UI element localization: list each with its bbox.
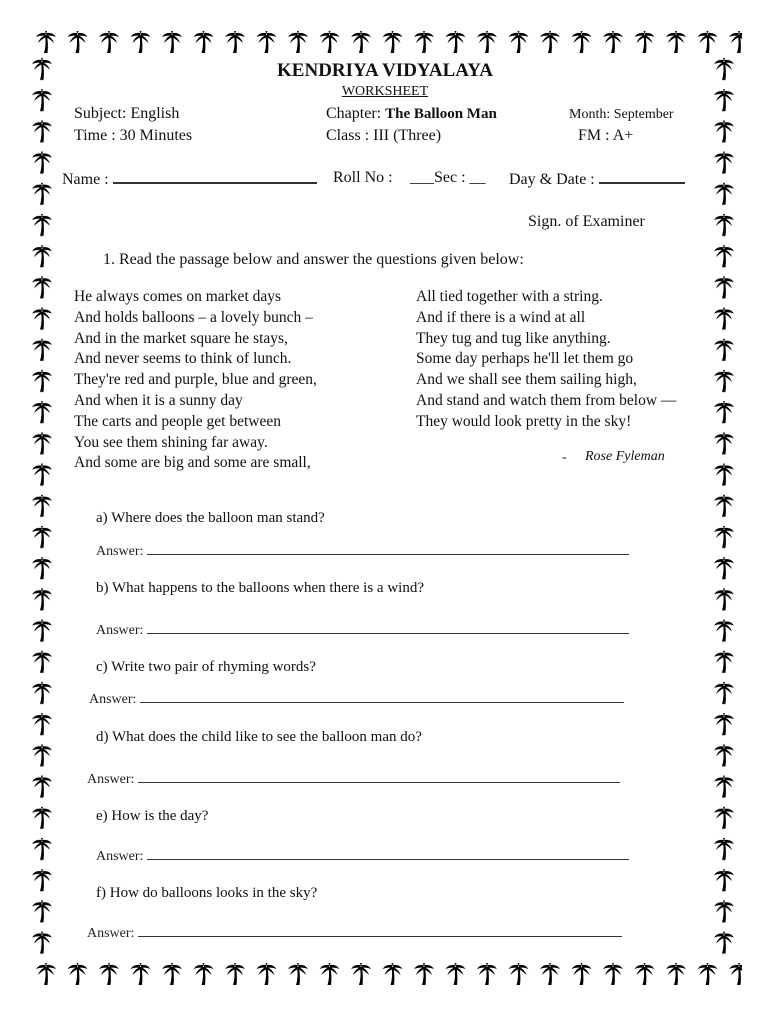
- poem-line: And in the market square he stays,: [74, 329, 288, 347]
- answer-label: Answer:: [87, 772, 135, 787]
- chapter: [326, 105, 497, 123]
- answer-f: [87, 923, 622, 942]
- answer-c: [89, 689, 624, 708]
- month: Month: September: [569, 107, 674, 122]
- chapter-label: Chapter:: [326, 105, 386, 122]
- instruction: 1. Read the passage below and answer the questions given below:: [103, 251, 524, 268]
- poem-line: You see them shining far away.: [74, 433, 268, 451]
- sec-label: ___Sec : __: [410, 169, 486, 186]
- answer-b-blank[interactable]: [147, 620, 629, 634]
- poem-line: And if there is a wind at all: [416, 308, 586, 326]
- answer-label: Answer:: [96, 623, 144, 638]
- question-f: f) How do balloons looks in the sky?: [96, 885, 318, 901]
- chapter-name: The Balloon Man: [385, 106, 497, 122]
- worksheet-label: WORKSHEET: [341, 84, 429, 99]
- answer-a-blank[interactable]: [147, 541, 629, 555]
- answer-b: [96, 620, 629, 639]
- poem-line: And stand and watch them from below —: [416, 391, 677, 409]
- palm-border-left: [30, 54, 54, 962]
- date-row: [509, 169, 685, 189]
- poem-line: He always comes on market days: [74, 288, 282, 305]
- answer-a: [96, 541, 629, 560]
- palm-border-right: [712, 54, 736, 962]
- answer-d-blank[interactable]: [138, 769, 620, 783]
- school-title: KENDRIYA VIDYALAYA: [277, 60, 493, 81]
- question-e: e) How is the day?: [96, 808, 209, 824]
- class: Class : III (Three): [326, 127, 442, 144]
- poem-line: Some day perhaps he'll let them go: [416, 350, 634, 368]
- answer-label: Answer:: [87, 926, 135, 941]
- palm-border-top: [30, 30, 742, 54]
- poem-left-column: [74, 287, 317, 474]
- author-dash: -: [562, 450, 567, 465]
- answer-f-blank[interactable]: [138, 923, 622, 937]
- time: Time : 30 Minutes: [74, 127, 193, 144]
- date-blank[interactable]: [599, 169, 685, 184]
- date-label: Day & Date :: [509, 171, 595, 188]
- poem-line: And when it is a sunny day: [74, 391, 243, 409]
- question-c: c) Write two pair of rhyming words?: [96, 659, 316, 675]
- answer-d: [87, 769, 620, 788]
- answer-label: Answer:: [89, 692, 137, 707]
- answer-label: Answer:: [96, 544, 144, 559]
- question-b: b) What happens to the balloons when there is a wind?: [96, 580, 424, 596]
- poem-author: Rose Fyleman: [585, 449, 665, 464]
- poem-line: They tug and tug like anything.: [416, 329, 611, 347]
- answer-c-blank[interactable]: [140, 689, 624, 703]
- poem-line: They would look pretty in the sky!: [416, 412, 632, 430]
- answer-label: Answer:: [96, 849, 144, 864]
- name-blank[interactable]: [113, 169, 317, 184]
- roll-label: Roll No :: [333, 169, 393, 186]
- answer-e-blank[interactable]: [147, 846, 629, 860]
- poem-line: And holds balloons – a lovely bunch –: [74, 308, 313, 326]
- poem-right-column: [416, 287, 676, 433]
- question-d: d) What does the child like to see the balloon man do?: [96, 729, 422, 745]
- palm-border-bottom: [30, 962, 742, 986]
- student-info-row: [62, 169, 317, 189]
- poem-line: And some are big and some are small,: [74, 454, 311, 472]
- poem-line: And we shall see them sailing high,: [416, 371, 637, 389]
- answer-e: [96, 846, 629, 865]
- examiner-sign-label: Sign. of Examiner: [528, 213, 645, 230]
- poem-line: All tied together with a string.: [416, 288, 603, 305]
- poem-line: And never seems to think of lunch.: [74, 350, 292, 368]
- name-label: Name :: [62, 171, 113, 188]
- poem-line: They're red and purple, blue and green,: [74, 371, 317, 389]
- subject: Subject: English: [74, 105, 180, 122]
- poem-line: The carts and people get between: [74, 412, 282, 430]
- full-marks: FM : A+: [578, 127, 634, 144]
- question-a: a) Where does the balloon man stand?: [96, 510, 325, 526]
